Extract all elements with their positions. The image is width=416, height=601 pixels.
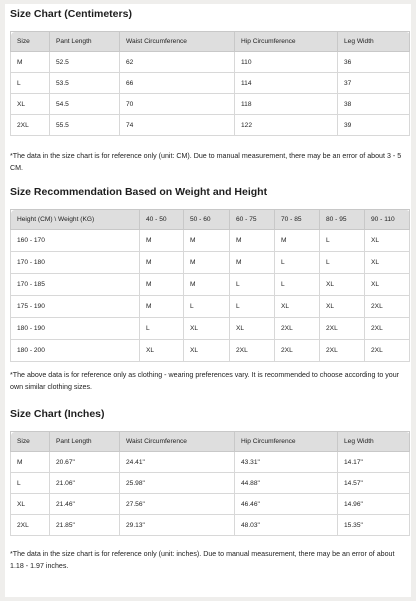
table-cell: 24.41" xyxy=(120,452,235,473)
table-cell: L xyxy=(140,318,184,340)
table-cell: M xyxy=(230,230,275,252)
table-cell: 21.85" xyxy=(50,515,120,536)
table-cell: M xyxy=(140,274,184,296)
table-cell: 62 xyxy=(120,52,235,73)
table-cell: 43.31" xyxy=(235,452,338,473)
column-header: Hip Circumference xyxy=(235,432,338,452)
table-cell: 46.46" xyxy=(235,494,338,515)
table-cell: M xyxy=(140,296,184,318)
table-cell: 114 xyxy=(235,73,338,94)
table-cell: 36 xyxy=(338,52,410,73)
table-cell: XL xyxy=(184,318,230,340)
table-cell: 2XL xyxy=(275,340,320,362)
table-cell: 180 - 190 xyxy=(11,318,140,340)
column-header: 90 - 110 xyxy=(365,210,410,230)
table-cell: M xyxy=(11,52,50,73)
table-cell: XL xyxy=(184,340,230,362)
table-cell: 118 xyxy=(235,94,338,115)
table-row xyxy=(11,318,410,340)
table-row xyxy=(11,115,410,136)
table-header-row xyxy=(11,432,410,452)
table-cell: 14.96" xyxy=(338,494,410,515)
table-cell: 29.13" xyxy=(120,515,235,536)
table-cell: 21.46" xyxy=(50,494,120,515)
table-cell: 2XL xyxy=(320,318,365,340)
inch-chart-title: Size Chart (Inches) xyxy=(10,408,105,420)
table-cell: L xyxy=(230,274,275,296)
table-cell: 53.5 xyxy=(50,73,120,94)
column-header: Waist Circumference xyxy=(120,432,235,452)
table-cell: 2XL xyxy=(320,340,365,362)
table-cell: XL xyxy=(365,230,410,252)
table-cell: 74 xyxy=(120,115,235,136)
table-cell: L xyxy=(11,473,50,494)
table-cell: 44.88" xyxy=(235,473,338,494)
column-header: Hip Circumference xyxy=(235,32,338,52)
table-row xyxy=(11,73,410,94)
table-cell: 14.57" xyxy=(338,473,410,494)
table-cell: M xyxy=(184,230,230,252)
inch-size-table xyxy=(10,431,410,536)
table-cell: M xyxy=(11,452,50,473)
table-cell: 14.17" xyxy=(338,452,410,473)
table-cell: 122 xyxy=(235,115,338,136)
table-cell: 21.06" xyxy=(50,473,120,494)
table-cell: 170 - 180 xyxy=(11,252,140,274)
column-header: Waist Circumference xyxy=(120,32,235,52)
table-cell: 180 - 200 xyxy=(11,340,140,362)
table-cell: M xyxy=(230,252,275,274)
table-cell: L xyxy=(275,252,320,274)
table-cell: L xyxy=(275,274,320,296)
table-cell: 20.67" xyxy=(50,452,120,473)
table-row xyxy=(11,252,410,274)
table-cell: 48.03" xyxy=(235,515,338,536)
table-cell: 2XL xyxy=(365,318,410,340)
table-row xyxy=(11,52,410,73)
table-cell: 55.5 xyxy=(50,115,120,136)
table-cell: M xyxy=(184,274,230,296)
column-header: Pant Length xyxy=(50,32,120,52)
table-cell: 2XL xyxy=(11,515,50,536)
column-header: 50 - 60 xyxy=(184,210,230,230)
table-cell: 2XL xyxy=(230,340,275,362)
table-cell: 2XL xyxy=(365,296,410,318)
table-row xyxy=(11,452,410,473)
table-cell: 27.56" xyxy=(120,494,235,515)
table-cell: 2XL xyxy=(275,318,320,340)
table-cell: 38 xyxy=(338,94,410,115)
table-cell: XL xyxy=(11,94,50,115)
table-cell: 37 xyxy=(338,73,410,94)
table-cell: 54.5 xyxy=(50,94,120,115)
column-header: 40 - 50 xyxy=(140,210,184,230)
table-cell: XL xyxy=(320,296,365,318)
table-header-row xyxy=(11,32,410,52)
table-cell: 39 xyxy=(338,115,410,136)
table-row xyxy=(11,473,410,494)
table-cell: 52.5 xyxy=(50,52,120,73)
column-header: 60 - 75 xyxy=(230,210,275,230)
column-header: Leg Width xyxy=(338,432,410,452)
table-cell: 110 xyxy=(235,52,338,73)
recommendation-title: Size Recommendation Based on Weight and Height xyxy=(10,186,268,198)
table-cell: 175 - 190 xyxy=(11,296,140,318)
table-cell: 2XL xyxy=(365,340,410,362)
table-cell: M xyxy=(184,252,230,274)
column-header: Leg Width xyxy=(338,32,410,52)
table-header-row xyxy=(11,210,410,230)
table-cell: XL xyxy=(140,340,184,362)
table-row xyxy=(11,340,410,362)
column-header: Height (CM) \ Weight (KG) xyxy=(11,210,140,230)
cm-chart-note: *The data in the size chart is for reference only (unit: CM). Due to manual measurement, there may be an error of about 3 - 5 CM. xyxy=(10,152,402,172)
table-cell: L xyxy=(230,296,275,318)
column-header: 80 - 95 xyxy=(320,210,365,230)
table-cell: L xyxy=(320,230,365,252)
recommendation-note: *The above data is for reference only as clothing - wearing preferences vary. It is recommended to choose according to your own similar clothing sizes. xyxy=(10,371,400,391)
table-row xyxy=(11,494,410,515)
table-row xyxy=(11,274,410,296)
table-row xyxy=(11,94,410,115)
table-row xyxy=(11,296,410,318)
table-cell: M xyxy=(275,230,320,252)
table-cell: L xyxy=(184,296,230,318)
table-cell: 15.35" xyxy=(338,515,410,536)
column-header: Size xyxy=(11,32,50,52)
table-cell: XL xyxy=(275,296,320,318)
table-cell: XL xyxy=(230,318,275,340)
table-cell: XL xyxy=(365,252,410,274)
table-cell: XL xyxy=(365,274,410,296)
table-cell: 2XL xyxy=(11,115,50,136)
table-cell: 66 xyxy=(120,73,235,94)
table-cell: L xyxy=(320,252,365,274)
cm-size-table xyxy=(10,31,410,136)
column-header: 70 - 85 xyxy=(275,210,320,230)
table-cell: XL xyxy=(320,274,365,296)
table-cell: 70 xyxy=(120,94,235,115)
table-cell: 160 - 170 xyxy=(11,230,140,252)
cm-chart-title: Size Chart (Centimeters) xyxy=(10,8,132,20)
table-cell: L xyxy=(11,73,50,94)
table-cell: XL xyxy=(11,494,50,515)
table-cell: M xyxy=(140,230,184,252)
table-cell: M xyxy=(140,252,184,274)
table-cell: 170 - 185 xyxy=(11,274,140,296)
column-header: Size xyxy=(11,432,50,452)
inch-chart-note: *The data in the size chart is for reference only (unit: inches). Due to manual measurement, there may be an error of about 1.18 - 1.97 inches. xyxy=(10,550,395,570)
recommendation-table xyxy=(10,209,410,362)
column-header: Pant Length xyxy=(50,432,120,452)
table-row xyxy=(11,230,410,252)
size-guide-page xyxy=(5,4,411,597)
table-cell: 25.98" xyxy=(120,473,235,494)
table-row xyxy=(11,515,410,536)
